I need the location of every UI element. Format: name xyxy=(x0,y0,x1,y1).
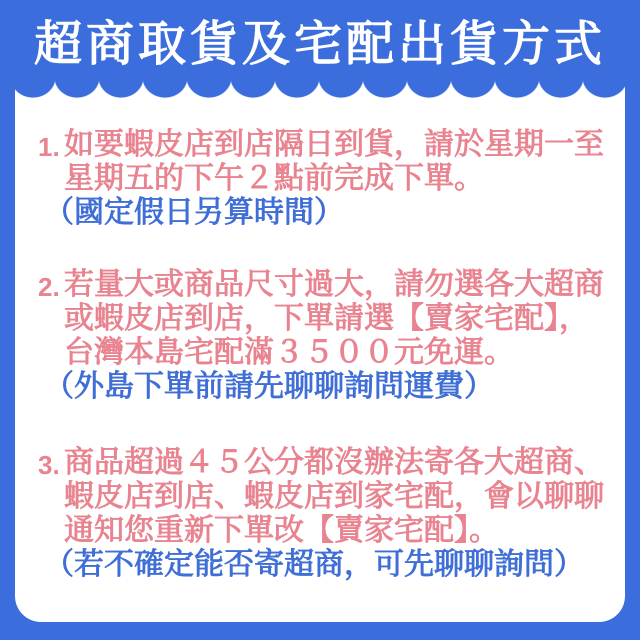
item-3-line-1: 商品超過４５公分都沒辦法寄各大超商、 xyxy=(64,446,604,479)
item-2-text xyxy=(44,268,617,404)
item-3-text xyxy=(44,446,617,582)
scallop-wave-edge xyxy=(11,77,629,98)
item-1-number: 1. xyxy=(38,132,60,162)
notice-item-2 xyxy=(38,268,617,404)
notice-item-1 xyxy=(38,128,617,230)
item-3-number: 3. xyxy=(38,450,60,480)
item-1-text xyxy=(44,128,617,230)
item-3-note: （若不確定能否寄超商，可先聊聊詢問） xyxy=(44,548,584,581)
item-2-note: （外島下單前請先聊聊詢問運費） xyxy=(44,370,494,403)
item-3-line-3: 通知您重新下單改【賣家宅配】。 xyxy=(64,514,499,547)
notice-card xyxy=(15,78,625,622)
item-2-number: 2. xyxy=(38,272,60,302)
item-1-note: （國定假日另算時間） xyxy=(44,196,344,229)
poster-title: 超商取貨及宅配出貨方式 xyxy=(33,17,606,71)
poster-banner xyxy=(0,0,640,78)
item-2-line-3: 台灣本島宅配滿３５００元免運。 xyxy=(64,336,514,369)
item-1-line-1: 如要蝦皮店到店隔日到貨，請於星期一至 xyxy=(64,128,604,161)
item-2-line-1: 若量大或商品尺寸過大，請勿選各大超商 xyxy=(64,268,604,301)
item-2-line-2: 或蝦皮店到店，下單請選【賣家宅配】， xyxy=(64,302,589,335)
item-3-line-2: 蝦皮店到店、蝦皮店到家宅配，會以聊聊 xyxy=(64,480,604,513)
notice-item-3 xyxy=(38,446,617,582)
item-1-line-2: 星期五的下午２點前完成下單。 xyxy=(64,162,484,195)
